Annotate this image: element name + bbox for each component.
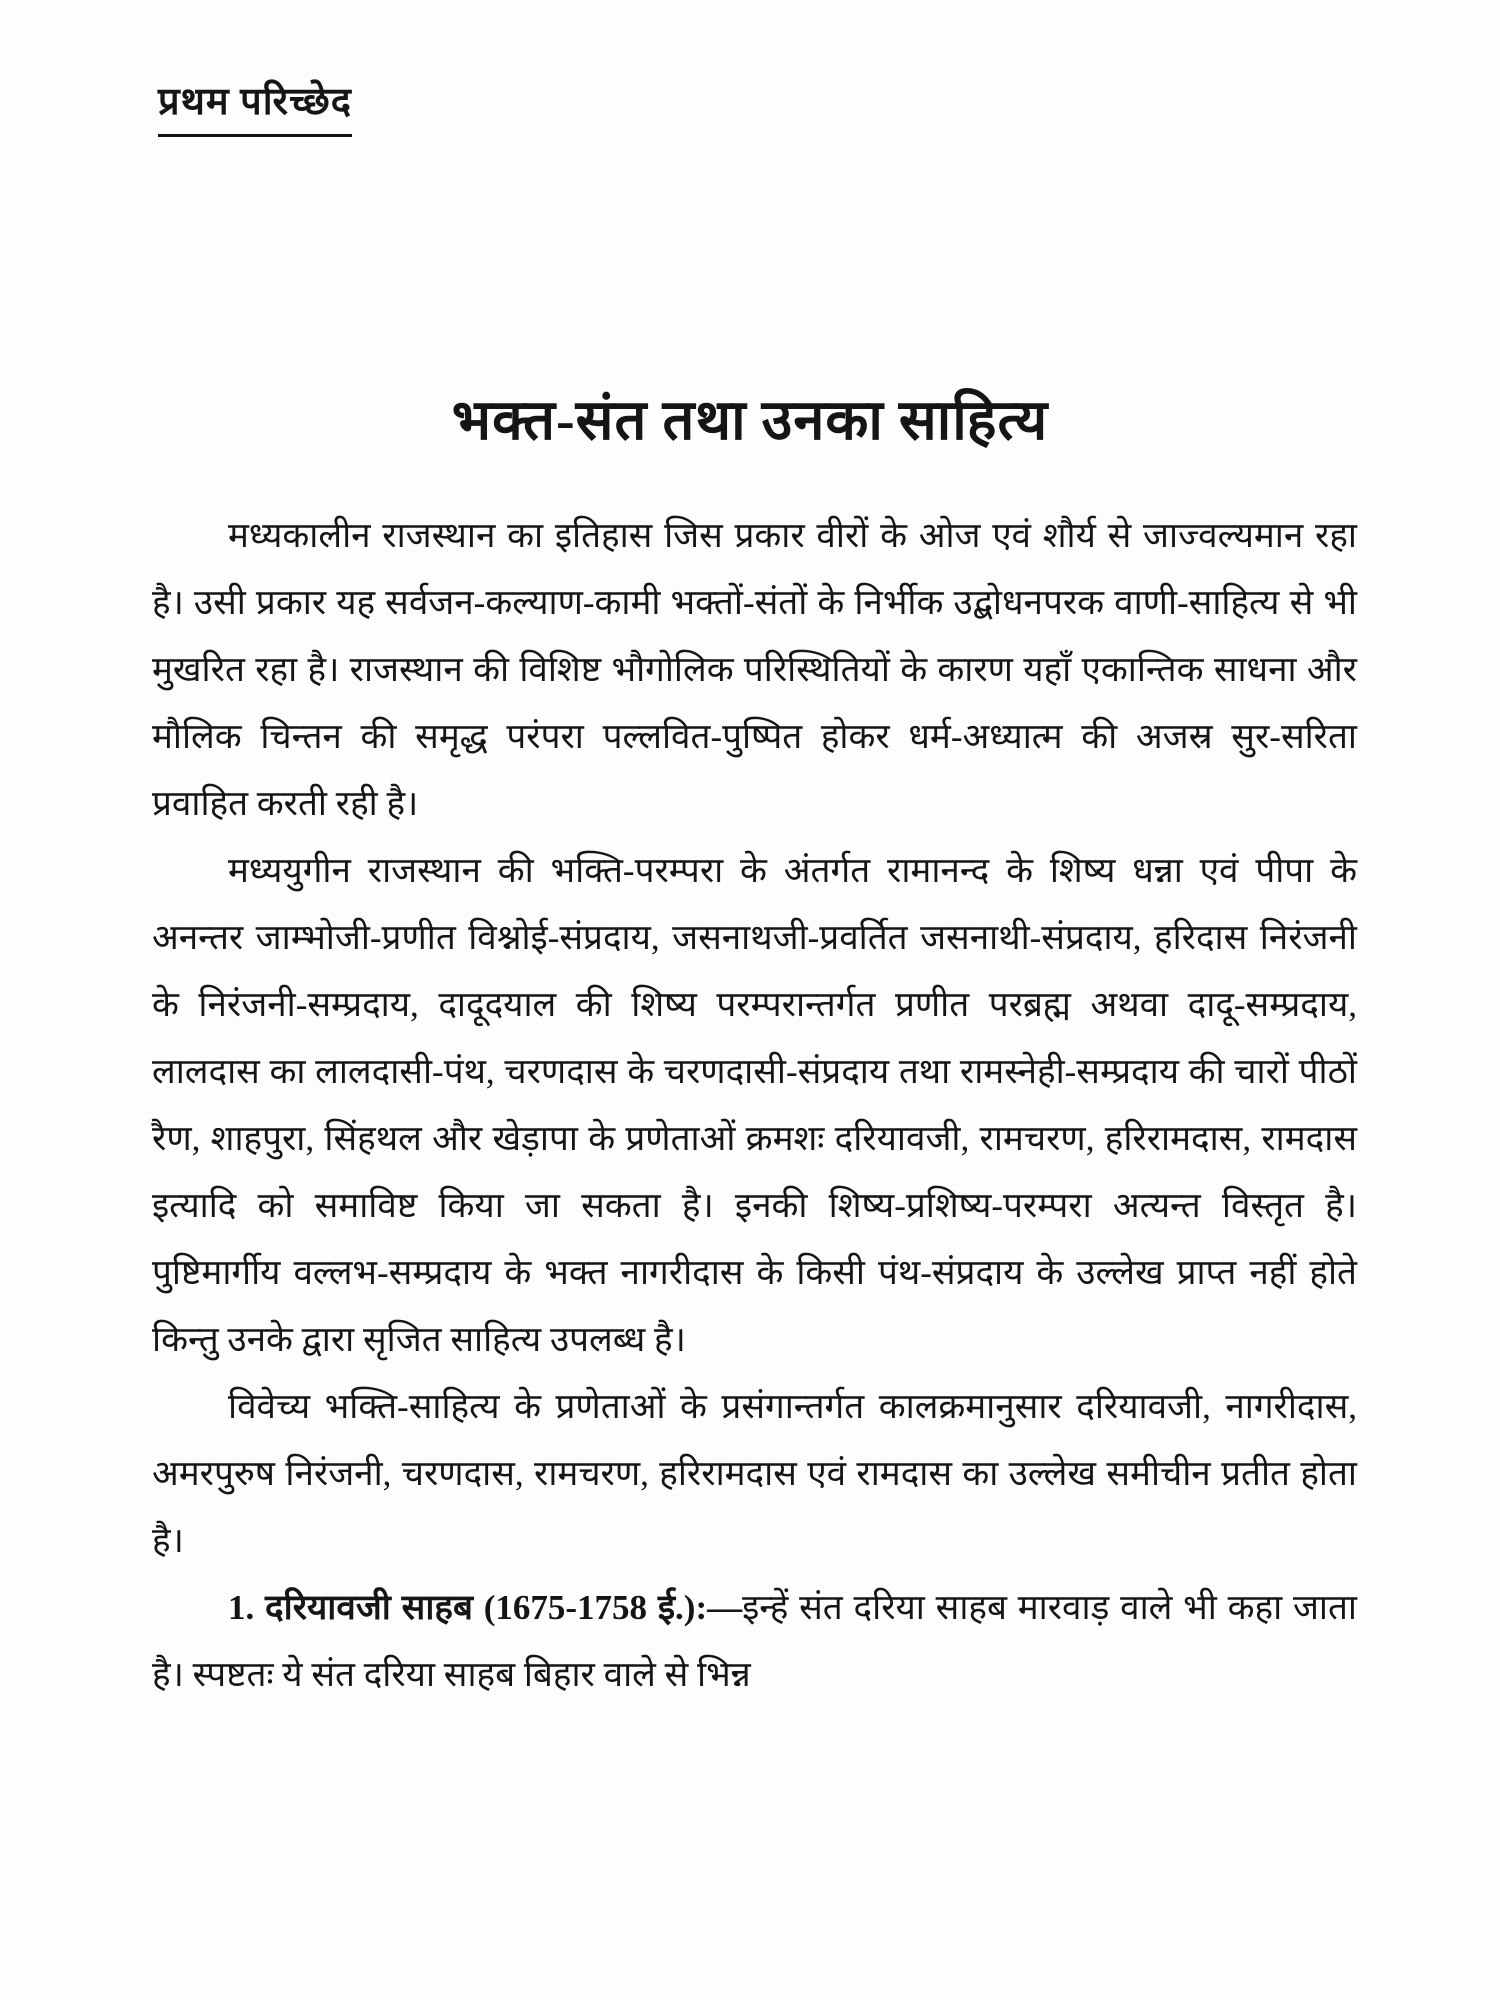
entry-heading: 1. दरियावजी साहब (1675-1758 ई.):— (228, 1588, 743, 1627)
body-text (152, 502, 1357, 1708)
paragraph-1: मध्यकालीन राजस्थान का इतिहास जिस प्रकार वीरों के ओज एवं शौर्य से जाज्वल्यमान रहा है। उसी प्रकार यह सर्वजन-कल्याण-कामी भक्तों-संतों के निर्भीक उद्बोधनपरक वाणी-साहित्य से भी मुखरित रहा है। राजस्थान की विशिष्ट भौगोलिक परिस्थितियों के कारण यहाँ एकान्तिक साधना और मौलिक चिन्तन की समृद्ध परंपरा पल्लवित-पुष्पित होकर धर्म-अध्यात्म की अजस्र सुर-सरिता प्रवाहित करती रही है। (152, 516, 1357, 823)
entry-text: इन्हें संत दरिया साहब मारवाड़ वाले भी कहा जाता है। स्पष्टतः ये संत दरिया साहब बिहार वाले से भिन्न (152, 1588, 1357, 1694)
paragraph-3: विवेच्य भक्ति-साहित्य के प्रणेताओं के प्रसंगान्तर्गत कालक्रमानुसार दरियावजी, नागरीदास, अमरपुरुष निरंजनी, चरणदास, रामचरण, हरिरामदास एवं रामदास का उल्लेख समीचीन प्रतीत होता है। (152, 1387, 1357, 1560)
page-title: भक्त-संत तथा उनका साहित्य (451, 390, 1049, 452)
chapter-header: प्रथम परिच्छेद (158, 74, 352, 137)
paragraph-entry (152, 1574, 1357, 1708)
paragraph-2: मध्ययुगीन राजस्थान की भक्ति-परम्परा के अंतर्गत रामानन्द के शिष्य धन्ना एवं पीपा के अनन्तर जाम्भोजी-प्रणीत विश्नोई-संप्रदाय, जसनाथजी-प्रवर्तित जसनाथी-संप्रदाय, हरिदास निरंजनी के निरंजनी-सम्प्रदाय, दादूदयाल की शिष्य परम्परान्तर्गत प्रणीत परब्रह्म अथवा दादू-सम्प्रदाय, लालदास का लालदासी-पंथ, चरणदास के चरणदासी-संप्रदाय तथा रामस्नेही-सम्प्रदाय की चारों पीठों रैण, शाहपुरा, सिंहथल और खेड़ापा के प्रणेताओं क्रमशः दरियावजी, रामचरण, हरिरामदास, रामदास इत्यादि को समाविष्ट किया जा सकता है। इनकी शिष्य-प्रशिष्य-परम्परा अत्यन्त विस्तृत है। पुष्टिमार्गीय वल्लभ-सम्प्रदाय के भक्त नागरीदास के किसी पंथ-संप्रदाय के उल्लेख प्राप्त नहीं होते किन्तु उनके द्वारा सृजित साहित्य उपलब्ध है। (152, 851, 1357, 1359)
